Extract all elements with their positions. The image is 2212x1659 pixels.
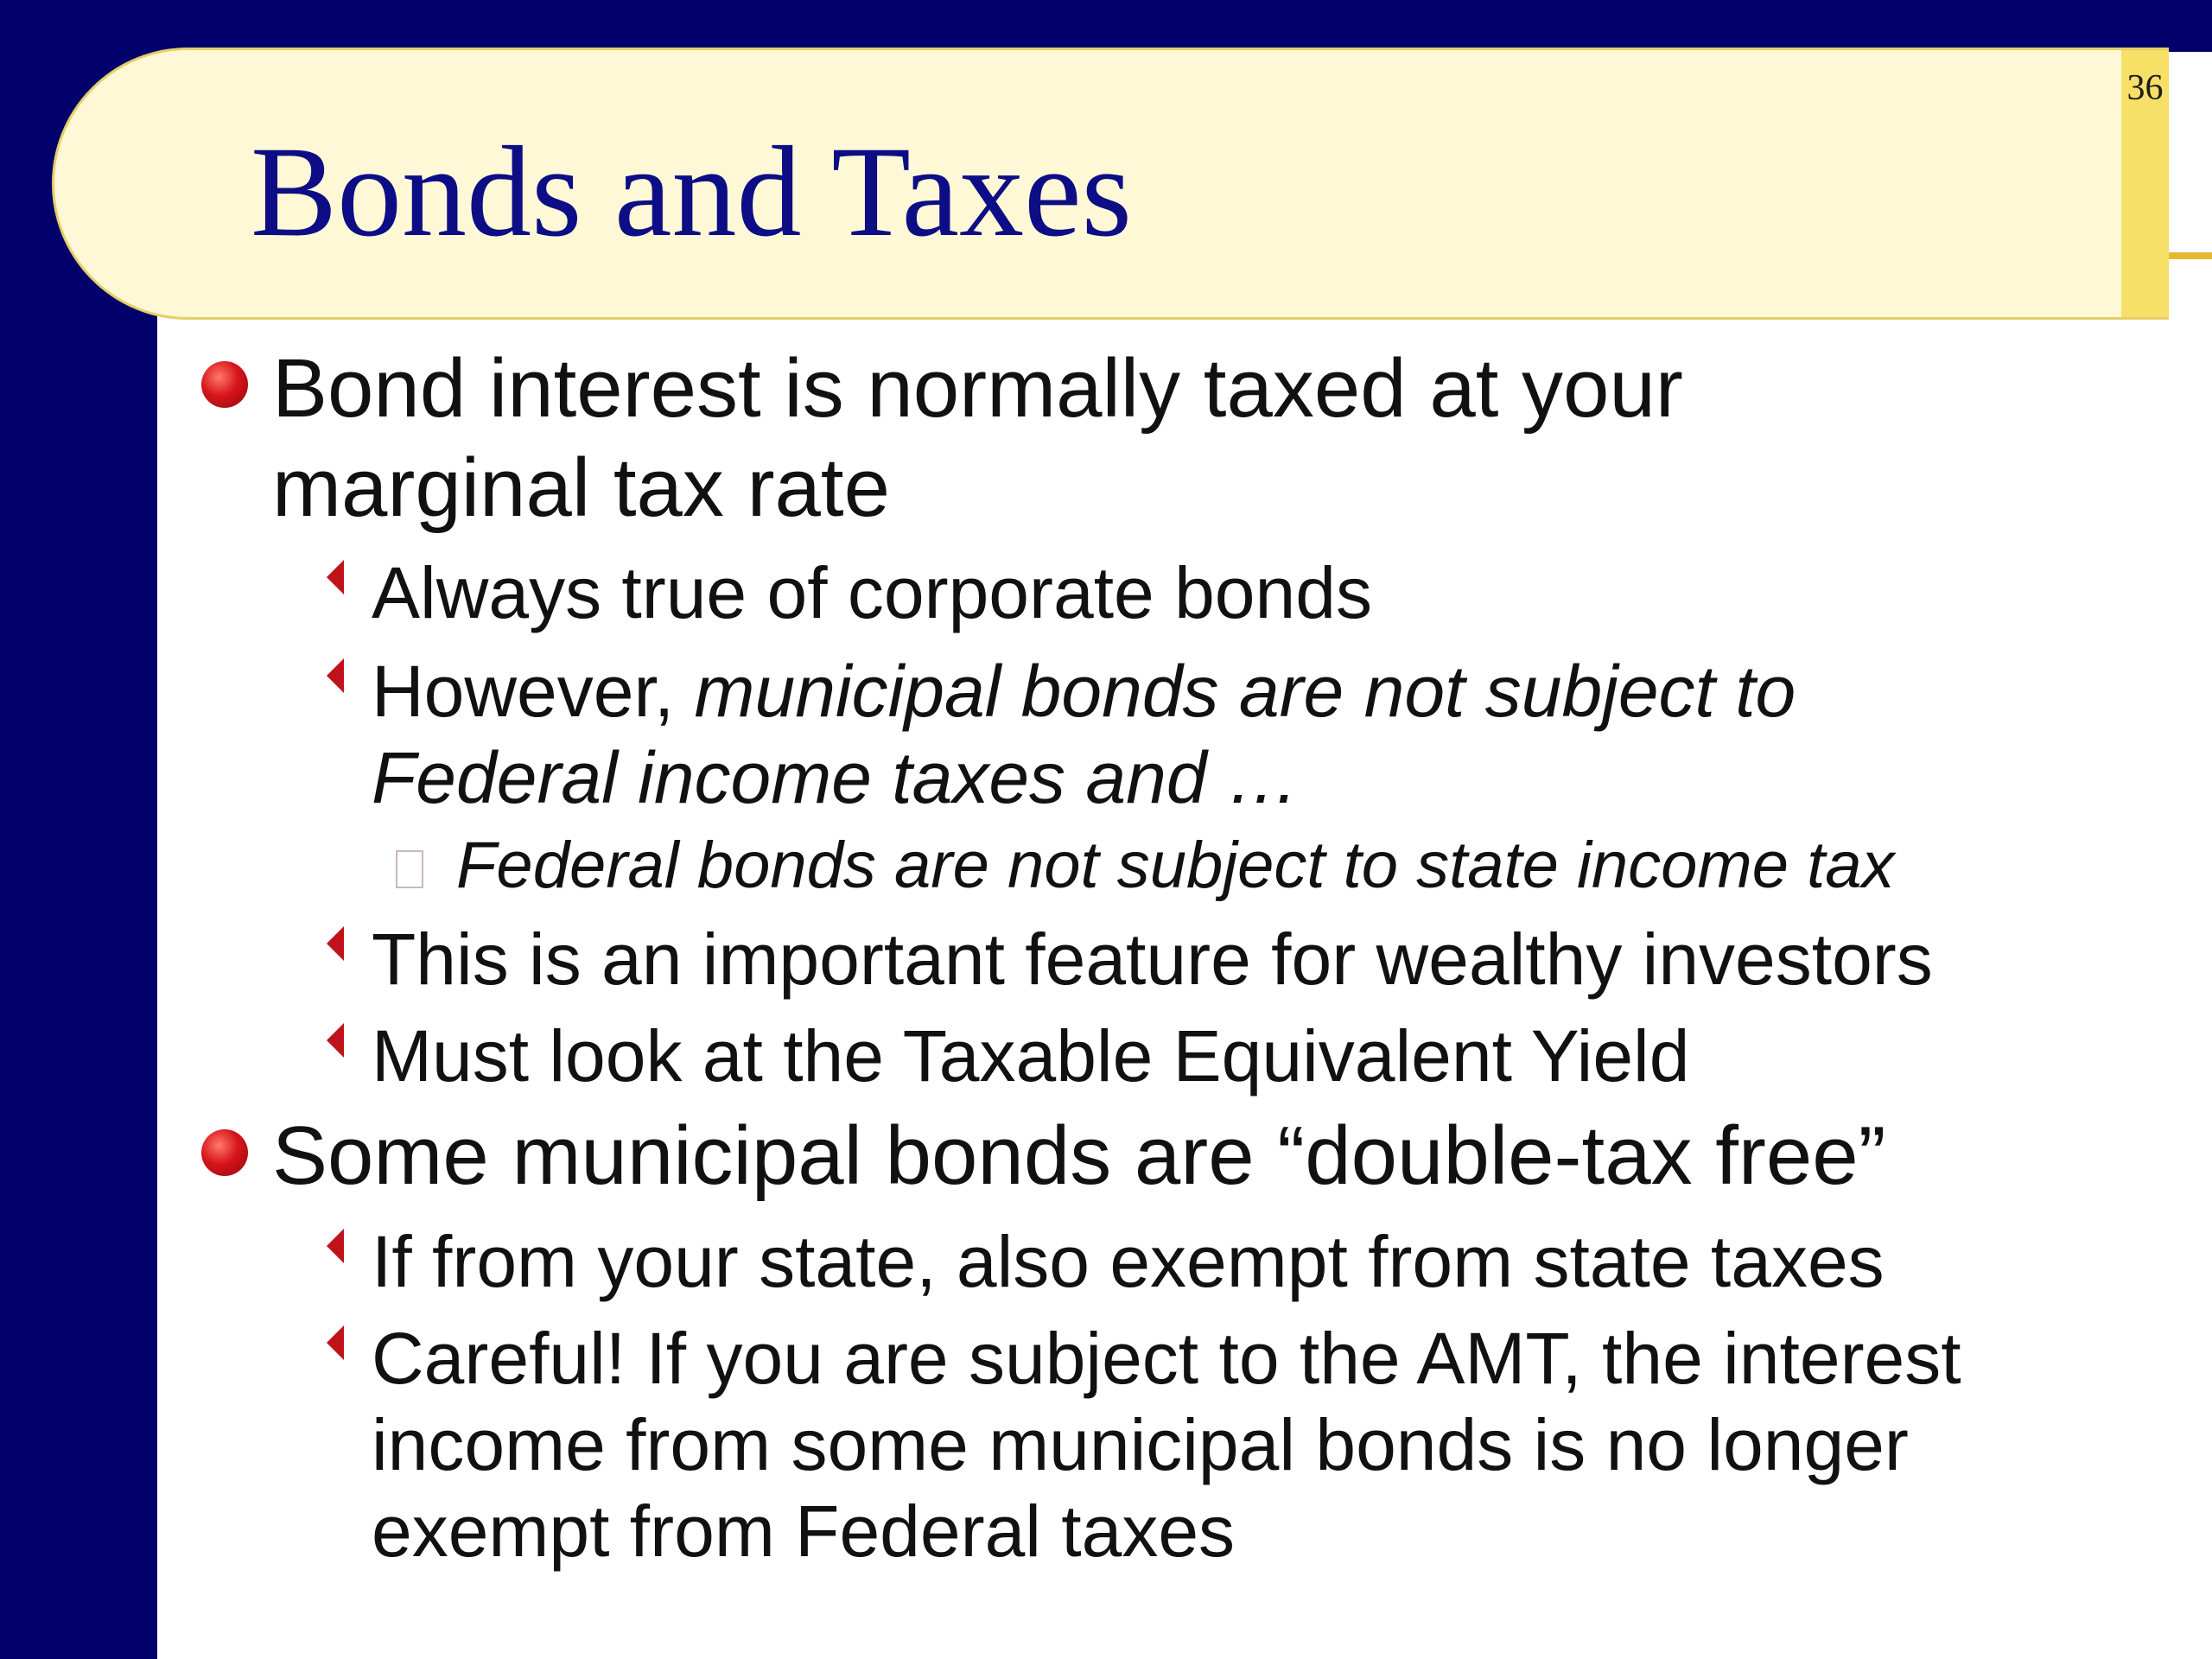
bullet-line: exempt from Federal taxes bbox=[372, 1491, 1236, 1572]
bullet-double-tax-free: Some municipal bonds are “double-tax free” bbox=[272, 1109, 1886, 1202]
red-triangle-bullet-icon bbox=[327, 1325, 344, 1360]
red-triangle-bullet-icon bbox=[327, 1229, 344, 1263]
bullet-line: income from some municipal bonds is no longer bbox=[372, 1404, 1909, 1485]
municipal-italic-line-2: Federal income taxes and … bbox=[372, 737, 1300, 818]
sub-bullet-taxable-equivalent-yield: Must look at the Taxable Equivalent Yield bbox=[372, 1015, 1690, 1096]
sub-bullet-municipal-bonds bbox=[372, 648, 1796, 821]
red-triangle-bullet-icon bbox=[327, 658, 344, 693]
sub-sub-bullet-federal-bonds: Federal bonds are not subject to state income tax bbox=[456, 829, 1895, 902]
slide-number: 36 bbox=[2126, 68, 2164, 108]
bullet-line: Bond interest is normally taxed at your bbox=[272, 342, 1683, 435]
however-prefix: However, bbox=[372, 651, 695, 732]
sub-bullet-wealthy-investors: This is an important feature for wealthy investors bbox=[372, 918, 1933, 1000]
sub-bullet-amt-careful bbox=[372, 1315, 1961, 1574]
bullet-bond-interest bbox=[272, 339, 1683, 537]
bullet-line: Careful! If you are subject to the AMT, the interest bbox=[372, 1318, 1961, 1399]
box-bullet-icon bbox=[396, 850, 423, 888]
sub-bullet-corporate-bonds: Always true of corporate bonds bbox=[372, 552, 1372, 633]
red-triangle-bullet-icon bbox=[327, 1023, 344, 1058]
slide-title: Bonds and Taxes bbox=[251, 120, 1132, 264]
sub-bullet-state-exempt: If from your state, also exempt from state taxes bbox=[372, 1221, 1885, 1302]
red-sphere-bullet-icon bbox=[201, 1129, 248, 1176]
red-sphere-bullet-icon bbox=[201, 361, 248, 408]
red-triangle-bullet-icon bbox=[327, 926, 344, 961]
red-triangle-bullet-icon bbox=[327, 560, 344, 594]
municipal-italic-line-1: municipal bonds are not subject to bbox=[694, 651, 1796, 732]
bullet-line: marginal tax rate bbox=[272, 442, 890, 534]
